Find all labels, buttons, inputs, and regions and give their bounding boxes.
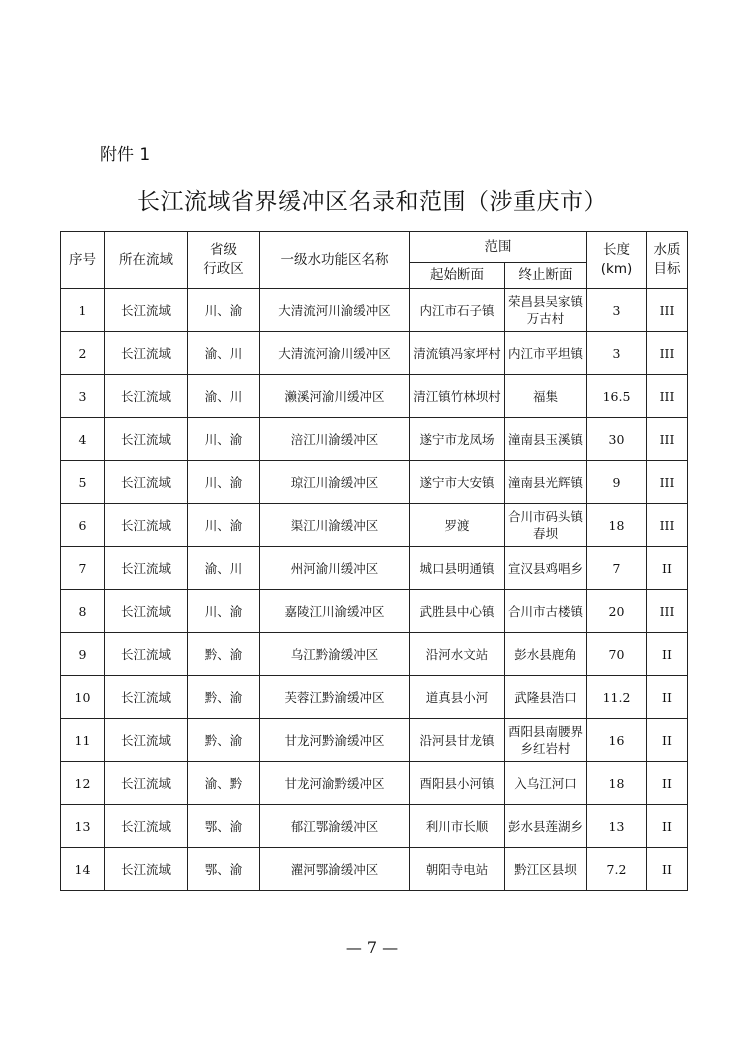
cell-start: 道真县小河 <box>410 676 505 719</box>
cell-end: 入乌江河口 <box>505 762 587 805</box>
cell-seq: 7 <box>61 547 105 590</box>
cell-province: 渝、川 <box>188 547 260 590</box>
cell-basin: 长江流域 <box>105 590 188 633</box>
cell-basin: 长江流域 <box>105 805 188 848</box>
cell-province: 黔、渝 <box>188 719 260 762</box>
cell-quality: III <box>647 504 688 547</box>
cell-province: 川、渝 <box>188 504 260 547</box>
cell-end: 武隆县浩口 <box>505 676 587 719</box>
cell-length: 16.5 <box>587 375 647 418</box>
cell-end: 潼南县光辉镇 <box>505 461 587 504</box>
cell-seq: 12 <box>61 762 105 805</box>
cell-quality: II <box>647 848 688 891</box>
cell-basin: 长江流域 <box>105 289 188 332</box>
cell-province: 渝、川 <box>188 375 260 418</box>
cell-seq: 10 <box>61 676 105 719</box>
cell-quality: III <box>647 590 688 633</box>
cell-end: 合川市码头镇春坝 <box>505 504 587 547</box>
header-basin: 所在流域 <box>105 232 188 289</box>
header-length: 长度 (km) <box>587 232 647 289</box>
cell-seq: 6 <box>61 504 105 547</box>
cell-quality: III <box>647 289 688 332</box>
header-start: 起始断面 <box>410 263 505 289</box>
table-row <box>61 633 688 676</box>
cell-end: 黔江区县坝 <box>505 848 587 891</box>
cell-quality: II <box>647 719 688 762</box>
cell-seq: 11 <box>61 719 105 762</box>
cell-start: 清流镇冯家坪村 <box>410 332 505 375</box>
cell-quality: II <box>647 762 688 805</box>
cell-basin: 长江流域 <box>105 762 188 805</box>
cell-province: 川、渝 <box>188 418 260 461</box>
cell-quality: III <box>647 461 688 504</box>
table-body <box>61 289 688 891</box>
cell-zone-name: 甘龙河黔渝缓冲区 <box>260 719 410 762</box>
cell-start: 利川市长顺 <box>410 805 505 848</box>
cell-length: 18 <box>587 762 647 805</box>
cell-quality: III <box>647 418 688 461</box>
page-number: — 7 — <box>345 938 399 957</box>
cell-seq: 14 <box>61 848 105 891</box>
cell-start: 罗渡 <box>410 504 505 547</box>
cell-length: 7.2 <box>587 848 647 891</box>
header-quality: 水质 目标 <box>647 232 688 289</box>
cell-quality: II <box>647 633 688 676</box>
attachment-label: 附件 1 <box>100 145 151 165</box>
cell-basin: 长江流域 <box>105 504 188 547</box>
cell-zone-name: 州河渝川缓冲区 <box>260 547 410 590</box>
cell-basin: 长江流域 <box>105 418 188 461</box>
cell-basin: 长江流域 <box>105 848 188 891</box>
cell-zone-name: 濯河鄂渝缓冲区 <box>260 848 410 891</box>
cell-length: 18 <box>587 504 647 547</box>
cell-seq: 8 <box>61 590 105 633</box>
cell-zone-name: 乌江黔渝缓冲区 <box>260 633 410 676</box>
cell-length: 11.2 <box>587 676 647 719</box>
cell-zone-name: 濑溪河渝川缓冲区 <box>260 375 410 418</box>
cell-zone-name: 郁江鄂渝缓冲区 <box>260 805 410 848</box>
cell-start: 遂宁市龙凤场 <box>410 418 505 461</box>
cell-basin: 长江流域 <box>105 633 188 676</box>
cell-end: 酉阳县南腰界乡红岩村 <box>505 719 587 762</box>
cell-basin: 长江流域 <box>105 332 188 375</box>
cell-end: 彭水县莲湖乡 <box>505 805 587 848</box>
cell-length: 13 <box>587 805 647 848</box>
table-row <box>61 848 688 891</box>
cell-zone-name: 甘龙河渝黔缓冲区 <box>260 762 410 805</box>
cell-quality: II <box>647 676 688 719</box>
table-row <box>61 504 688 547</box>
cell-basin: 长江流域 <box>105 375 188 418</box>
cell-end: 合川市古楼镇 <box>505 590 587 633</box>
cell-start: 内江市石子镇 <box>410 289 505 332</box>
cell-basin: 长江流域 <box>105 719 188 762</box>
table-header-row <box>61 232 688 263</box>
cell-province: 黔、渝 <box>188 676 260 719</box>
table-row <box>61 461 688 504</box>
table-row <box>61 418 688 461</box>
cell-zone-name: 涪江川渝缓冲区 <box>260 418 410 461</box>
cell-quality: II <box>647 547 688 590</box>
table-row <box>61 676 688 719</box>
header-seq: 序号 <box>61 232 105 289</box>
table-row <box>61 375 688 418</box>
cell-province: 黔、渝 <box>188 633 260 676</box>
cell-province: 川、渝 <box>188 461 260 504</box>
table-row <box>61 762 688 805</box>
cell-seq: 1 <box>61 289 105 332</box>
cell-province: 川、渝 <box>188 590 260 633</box>
cell-end: 宣汉县鸡唱乡 <box>505 547 587 590</box>
cell-length: 20 <box>587 590 647 633</box>
cell-zone-name: 大清流河川渝缓冲区 <box>260 289 410 332</box>
header-end: 终止断面 <box>505 263 587 289</box>
cell-province: 川、渝 <box>188 289 260 332</box>
cell-start: 沿河水文站 <box>410 633 505 676</box>
cell-seq: 13 <box>61 805 105 848</box>
table-row <box>61 805 688 848</box>
cell-zone-name: 芙蓉江黔渝缓冲区 <box>260 676 410 719</box>
cell-seq: 2 <box>61 332 105 375</box>
header-zone-name: 一级水功能区名称 <box>260 232 410 289</box>
table-row <box>61 289 688 332</box>
cell-length: 7 <box>587 547 647 590</box>
cell-length: 9 <box>587 461 647 504</box>
cell-seq: 5 <box>61 461 105 504</box>
cell-end: 荣昌县吴家镇万古村 <box>505 289 587 332</box>
cell-start: 清江镇竹林坝村 <box>410 375 505 418</box>
cell-province: 鄂、渝 <box>188 848 260 891</box>
cell-start: 城口县明通镇 <box>410 547 505 590</box>
cell-quality: III <box>647 375 688 418</box>
cell-quality: III <box>647 332 688 375</box>
cell-start: 朝阳寺电站 <box>410 848 505 891</box>
cell-zone-name: 大清流河渝川缓冲区 <box>260 332 410 375</box>
table-row <box>61 332 688 375</box>
cell-length: 70 <box>587 633 647 676</box>
cell-start: 遂宁市大安镇 <box>410 461 505 504</box>
cell-length: 16 <box>587 719 647 762</box>
table-row <box>61 590 688 633</box>
cell-province: 鄂、渝 <box>188 805 260 848</box>
cell-end: 彭水县鹿角 <box>505 633 587 676</box>
cell-length: 30 <box>587 418 647 461</box>
cell-start: 沿河县甘龙镇 <box>410 719 505 762</box>
cell-length: 3 <box>587 289 647 332</box>
table-row <box>61 547 688 590</box>
cell-quality: II <box>647 805 688 848</box>
cell-province: 渝、川 <box>188 332 260 375</box>
cell-length: 3 <box>587 332 647 375</box>
cell-basin: 长江流域 <box>105 461 188 504</box>
cell-end: 潼南县玉溪镇 <box>505 418 587 461</box>
cell-zone-name: 嘉陵江川渝缓冲区 <box>260 590 410 633</box>
page-title: 长江流域省界缓冲区名录和范围（涉重庆市） <box>137 189 607 215</box>
header-range: 范围 <box>410 232 587 263</box>
cell-basin: 长江流域 <box>105 676 188 719</box>
cell-seq: 4 <box>61 418 105 461</box>
cell-end: 福集 <box>505 375 587 418</box>
cell-seq: 9 <box>61 633 105 676</box>
cell-zone-name: 渠江川渝缓冲区 <box>260 504 410 547</box>
buffer-zone-table <box>60 231 688 891</box>
header-province: 省级 行政区 <box>188 232 260 289</box>
cell-start: 武胜县中心镇 <box>410 590 505 633</box>
cell-province: 渝、黔 <box>188 762 260 805</box>
cell-seq: 3 <box>61 375 105 418</box>
cell-end: 内江市平坦镇 <box>505 332 587 375</box>
table-row <box>61 719 688 762</box>
cell-start: 酉阳县小河镇 <box>410 762 505 805</box>
cell-zone-name: 琼江川渝缓冲区 <box>260 461 410 504</box>
cell-basin: 长江流域 <box>105 547 188 590</box>
